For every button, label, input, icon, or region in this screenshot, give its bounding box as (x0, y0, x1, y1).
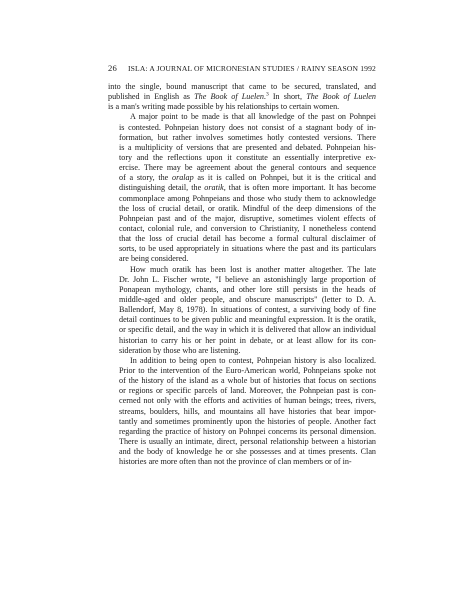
text-line: How much oratik has been lost is another matter altogether. The late (130, 264, 376, 274)
text-line: cerned not only with the efforts and activities of human beings; trees, rivers, (119, 396, 376, 406)
text-line: streams, boulders, hills, and mountains all have histories that bear impor- (119, 406, 376, 416)
text-line: contact, colonial rule, and conversion to Christianity, I nonetheless contend (119, 223, 376, 233)
text-line: is a man's writing made possible by his relationships to certain women. (108, 102, 340, 112)
text-line: formation, but rather involves sometimes hotly contested versions. There (119, 132, 376, 142)
text-line: distinguishing detail, the oratik, that is often more important. It has become (119, 183, 376, 193)
text-line: tory and the reflections upon it constitute an essentially interpretive ex- (119, 152, 376, 162)
paragraph (108, 265, 376, 356)
text-line: sorts, to be used appropriately in situations where the past and its particulars (119, 244, 376, 254)
text-line: are being considered. (119, 254, 189, 264)
text-line: Ponapean mythology, chants, and other lore still persists in the heads of (119, 284, 376, 294)
text-line: Dr. John L. Fischer wrote, "I believe an astonishingly large proportion of (119, 274, 376, 284)
running-header (108, 63, 376, 75)
text-line: Prior to the intervention of the Euro-American world, Pohnpeians spoke not (119, 365, 376, 375)
text-line: is a multiplicity of versions that are presented and debated. Pohnpeian his- (119, 142, 376, 152)
text-line: regarding the practice of history on Pohnpei concerns its personal dimension. (119, 426, 376, 436)
paragraph (108, 112, 376, 264)
text-line: of the history of the island as a whole but of histories that focus on sections (119, 376, 376, 386)
text-line: Pohnpeian past and of the major, disruptive, sometimes violent effects of (119, 213, 376, 223)
text-line: In addition to being open to contest, Pohnpeian history is also localized. (130, 355, 376, 365)
text-line: that the loss of crucial detail has become a formal cultural disclaimer of (119, 234, 376, 244)
text-line: ercise. There may be agreement about the general contours and sequence (119, 163, 376, 173)
text-line: histories are more often than not the province of clan members or of in- (119, 457, 352, 467)
page-number: 26 (108, 63, 117, 73)
text-line: tantly and sometimes prominently upon the histories of people. Another fact (119, 416, 376, 426)
text-line: middle-aged and older people, and obscure manuscripts" (letter to D. A. (119, 294, 376, 304)
body-text (108, 82, 376, 467)
text-line: There is usually an intimate, direct, personal relationship between a historian (119, 436, 376, 446)
paragraph (108, 356, 376, 468)
text-line: commonplace among Pohnpeians and those who study them to acknowledge (119, 193, 376, 203)
text-line: of a story, the oralap as it is called on Pohnpei, but it is the critical and (119, 173, 376, 183)
text-line: or regions or specific parcels of land. Moreover, the Pohnpeian past is con- (119, 386, 376, 396)
text-line: or specific detail, and the way in which it is delivered that allow an individual (119, 325, 376, 335)
text-line: into the single, bound manuscript that came to be secured, translated, and (108, 82, 376, 91)
text-line: published in English as The Book of Luelen.$^3$ In short, The Book of Luelen (108, 92, 376, 102)
paragraph (108, 82, 376, 112)
text-line: the loss of crucial detail, or oratik. Mindful of the deep dimensions of the (119, 203, 376, 213)
text-line: detail continues to be given public and meaningful expression. It is the oratik, (119, 315, 376, 325)
text-line: historian to carry his or her point in debate, or at least allow for its con- (119, 335, 376, 345)
text-line: and the body of knowledge he or she possesses and at times presents. Clan (119, 447, 376, 457)
text-line: A major point to be made is that all knowledge of the past on Pohnpei (130, 112, 376, 122)
text-line: is contested. Pohnpeian history does not consist of a stagnant body of in- (119, 122, 376, 132)
text-line: Ballendorf, May 8, 1978). In situations of contest, a surviving body of fine (119, 305, 376, 315)
journal-title: ISLA: A JOURNAL OF MICRONESIAN STUDIES / RAINY SEASON 1992 (128, 64, 376, 73)
text-line: sideration by those who are listening. (119, 345, 241, 355)
